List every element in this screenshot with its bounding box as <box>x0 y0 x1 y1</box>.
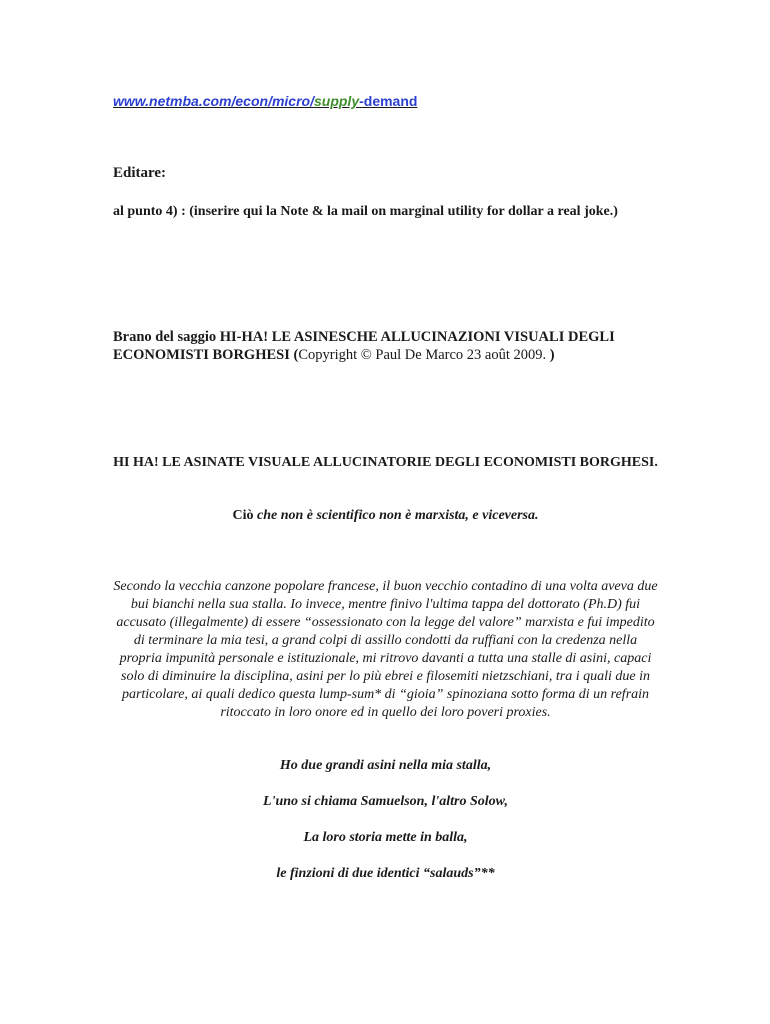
editor-note: al punto 4) : (inserire qui la Note & la mail on marginal utility for dollar a real joke.) <box>113 204 618 219</box>
essay-title: HI HA! LE ASINATE VISUALE ALLUCINATORIE DEGLI ECONOMISTI BORGHESI. <box>113 455 658 470</box>
netmba-link[interactable] <box>113 93 417 109</box>
essay-reference-close: ) <box>549 347 555 363</box>
verse-line: le finzioni di due identici “salauds”** <box>276 866 495 881</box>
link-part-supply[interactable]: supply <box>313 93 360 109</box>
verse-line: L'uno si chiama Samuelson, l'altro Solow, <box>263 794 508 809</box>
verse-line: La loro storia mette in balla, <box>303 830 468 845</box>
epigraph-rest: che non è scientifico non è marxista, e viceversa. <box>256 508 539 523</box>
link-part-demand[interactable]: -demand <box>359 93 418 109</box>
intro-paragraph: Secondo la vecchia canzone popolare francese, il buon vecchio contadino di una volta aveva due bui bianchi nella sua stalla. Io invece, mentre finivo l'ultima tappa del dottorato (Ph.D) fui accusato (illegalmente) di essere “ossessionato con la legge del valore” marxista e fui impedito di terminare la mia tesi, a grand colpi di assillo condotti da ruffiani con la credenza nella propria impunità personale e istituzionale, mi ritrovo davanti a tutta una stalle di asini, capaci solo di diminuire la disciplina, asini per lo più ebrei e filosemiti nietzschiani, tra i quali due in particolare, ai quali dedico questa lump-sum* di “gioia” spinoziana sotto forma di un refrain ritoccato in loro onore ed in quello dei loro poveri proxies. <box>113 579 658 720</box>
essay-reference <box>113 328 658 364</box>
link-part-url[interactable]: www.netmba.com/econ/micro/ <box>113 93 314 109</box>
essay-reference-title: Brano del saggio HI-HA! LE ASINESCHE ALLUCINAZIONI VISUALI DEGLI ECONOMISTI BORGHESI ( <box>113 329 615 363</box>
verse-line: Ho due grandi asini nella mia stalla, <box>279 758 492 773</box>
epigraph <box>113 508 658 524</box>
epigraph-lead: Ciò <box>232 508 257 523</box>
editare-heading: Editare: <box>113 165 167 181</box>
copyright-text: Copyright © Paul De Marco 23 août 2009. <box>298 347 550 363</box>
